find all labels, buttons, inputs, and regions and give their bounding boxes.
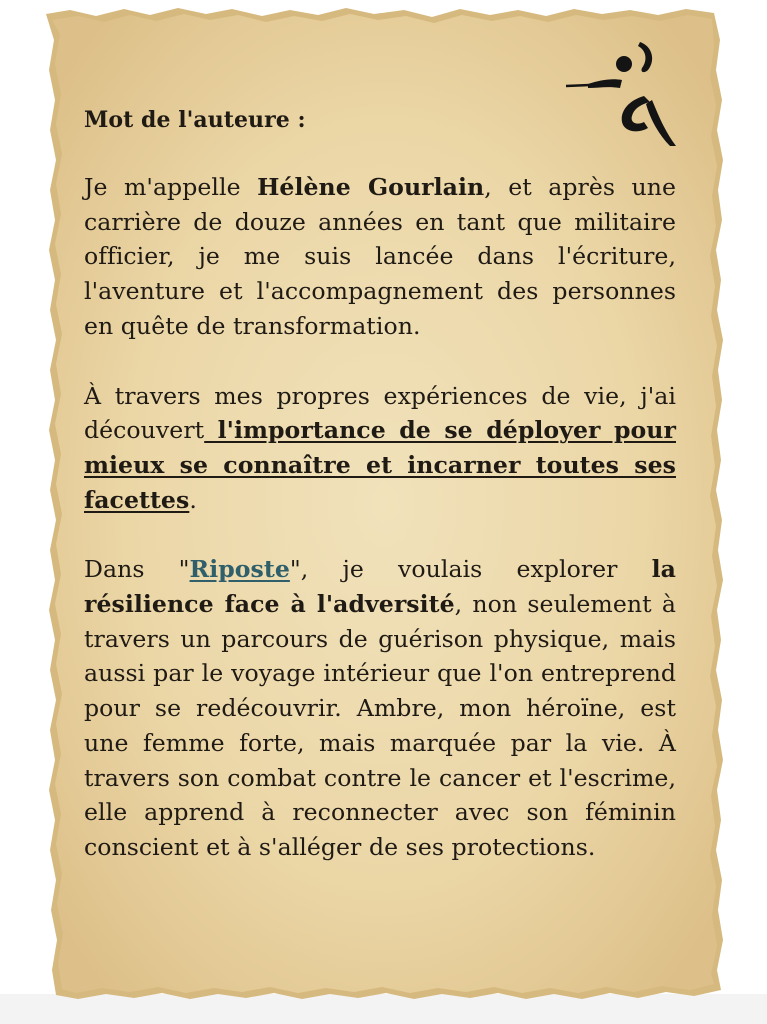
paragraph-experiences: [84, 379, 676, 518]
note-heading: Mot de l'auteure :: [84, 107, 306, 133]
paragraph-gap: [84, 517, 676, 552]
intro-text-start: Je m'appelle: [84, 173, 258, 201]
riposte-text-end: , non seulement à travers un parcours de guérison physique, mais aussi par le voyage intérieur que l'on entreprend pour se redécouvrir. Ambre, mon héroïne, est une femme forte, mais marquée par la vie. À travers son combat contre le cancer et l'escrime, elle apprend à reconnecter avec son féminin conscient et à s'alléger de ses protections.: [84, 590, 676, 861]
author-note: [84, 100, 676, 865]
paragraph-riposte: [84, 552, 676, 864]
key-insight-underlined: l'importance de se déployer pour mieux se connaître et incarner toutes ses facettes: [84, 416, 676, 514]
experiences-text-start: À travers mes propres expériences de vie, j'ai découvert: [84, 381, 676, 445]
riposte-text-mid: ", je voulais explorer: [289, 555, 652, 584]
resilience-bold: la résilience face à l'adversité: [84, 555, 676, 619]
paragraph-gap: [84, 344, 676, 379]
intro-text-end: , et après une carrière de douze années en tant que militaire officier, je me suis lancée dans l'écriture, l'aventure et l'accompagnement des personnes en quête de transformation.: [84, 173, 676, 340]
author-name: Hélène Gourlain: [257, 173, 485, 201]
riposte-link[interactable]: Riposte: [189, 555, 290, 584]
experiences-text-end: .: [189, 485, 197, 514]
paragraph-introduction: [84, 170, 676, 344]
riposte-text-start: Dans ": [84, 555, 190, 584]
